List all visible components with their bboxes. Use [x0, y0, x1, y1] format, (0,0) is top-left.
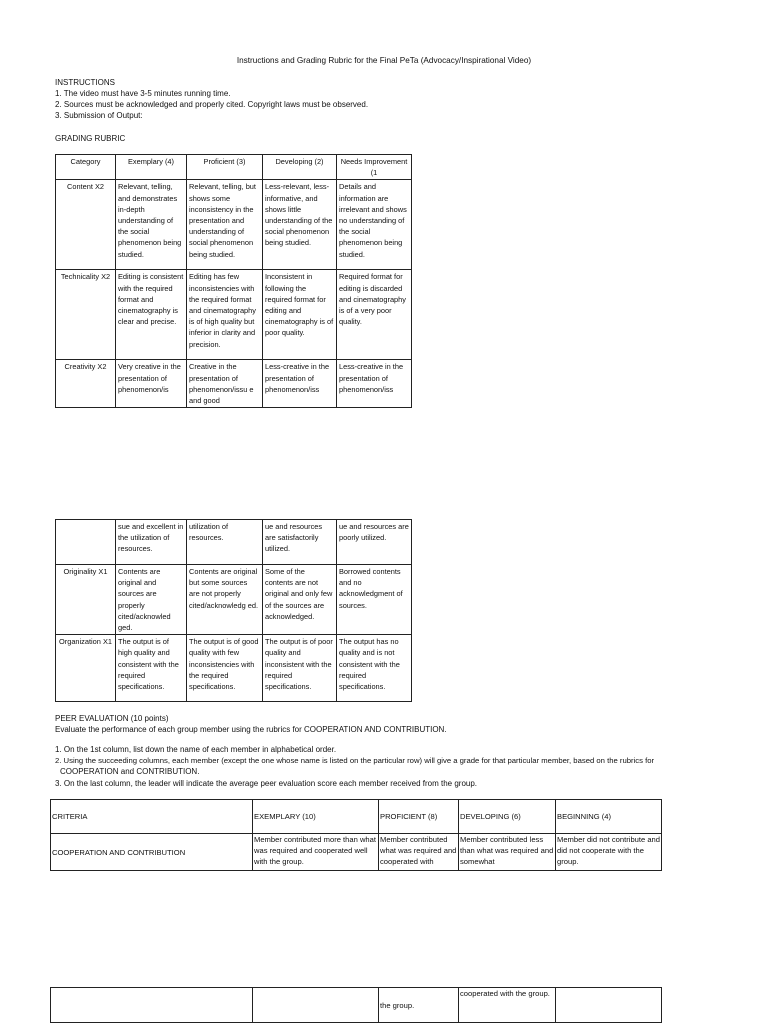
peer-cell: Member contributed less than what was required and somewhat: [459, 834, 556, 871]
rubric-row-originality: [56, 565, 412, 635]
peer-header-cell: PROFICIENT (8): [379, 800, 459, 834]
rubric-category: Originality X1: [56, 565, 116, 635]
rubric-heading: GRADING RUBRIC: [55, 134, 126, 143]
rubric-cell: The output is of high quality and consistent with the required specifications.: [116, 635, 187, 702]
rubric-header-cell: Proficient (3): [187, 155, 263, 180]
rubric-cell: Borrowed contents and no acknowledgment of sources.: [337, 565, 412, 635]
peer-table: [50, 799, 662, 871]
peer-cell: Member contributed what was required and cooperated with: [379, 834, 459, 871]
rubric-cell: Relevant, telling, and demonstrates in-depth understanding of the social phenomenon being studied.: [116, 180, 187, 270]
peer-row-label: COOPERATION AND CONTRIBUTION: [51, 834, 253, 871]
peer-criteria-row: [51, 834, 662, 871]
rubric-cell: Relevant, telling, but shows some inconsistency in the presentation and understanding of social phenomenon being studied.: [187, 180, 263, 270]
peer-cell: Member contributed more than what was required and cooperated well with the group.: [253, 834, 379, 871]
rubric-header-cell: Exemplary (4): [116, 155, 187, 180]
peer-step: 1. On the 1st column, list down the name of each member in alphabetical order.: [55, 745, 337, 754]
peer-continuation-row: [51, 988, 662, 1023]
rubric-row-creativity-cont: [56, 520, 412, 565]
peer-step: 2. Using the succeeding columns, each member (except the one whose name is listed on the particular row) will give a grade for that particular member, based on the rubrics for: [55, 756, 655, 765]
rubric-cell: sue and excellent in the utilization of resources.: [116, 520, 187, 565]
peer-cont-cell: cooperated with the group.: [459, 988, 556, 1023]
peer-header-cell: EXEMPLARY (10): [253, 800, 379, 834]
rubric-cell: Contents are original but some sources are not properly cited/acknowledg ed.: [187, 565, 263, 635]
rubric-cell: Contents are original and sources are properly cited/acknowled ged.: [116, 565, 187, 635]
rubric-cell: Details and information are irrelevant and shows no understanding of the social phenomenon being studied.: [337, 180, 412, 270]
peer-cont-cell: [51, 988, 253, 1023]
rubric-header-cell: Category: [56, 155, 116, 180]
instruction-item: 1. The video must have 3-5 minutes running time.: [55, 89, 231, 98]
peer-header-cell: DEVELOPING (6): [459, 800, 556, 834]
rubric-category: [56, 520, 116, 565]
peer-cont-cell: [556, 988, 662, 1023]
instruction-item: 3. Submission of Output:: [55, 111, 143, 120]
rubric-row-technicality: [56, 270, 412, 360]
peer-cell: Member did not contribute and did not cooperate with the group.: [556, 834, 662, 871]
rubric-cell: Less-relevant, less- informative, and shows little understanding of the social phenomenon being studied.: [263, 180, 337, 270]
instruction-item: 2. Sources must be acknowledged and properly cited. Copyright laws must be observed.: [55, 100, 369, 109]
rubric-cell: utilization of resources.: [187, 520, 263, 565]
peer-step: 3. On the last column, the leader will indicate the average peer evaluation score each member received from the group.: [55, 779, 478, 788]
peer-header-row: [51, 800, 662, 834]
rubric-category: Creativity X2: [56, 360, 116, 408]
rubric-cell: The output has no quality and is not consistent with the required specifications.: [337, 635, 412, 702]
rubric-category: Content X2: [56, 180, 116, 270]
rubric-header-cell: Needs Improvement (1: [337, 155, 412, 180]
peer-table-continued: [50, 987, 662, 1023]
peer-step: COOPERATION and CONTRIBUTION.: [60, 767, 200, 776]
rubric-cell: Creative in the presentation of phenomenon/issu e and good: [187, 360, 263, 408]
rubric-row-creativity: [56, 360, 412, 408]
rubric-cell: Some of the contents are not original and only few of the sources are acknowledged.: [263, 565, 337, 635]
rubric-cell: The output is of poor quality and inconsistent with the required specifications.: [263, 635, 337, 702]
rubric-cell: ue and resources are poorly utilized.: [337, 520, 412, 565]
rubric-cell: Required format for editing is discarded and cinematography is of a very poor quality.: [337, 270, 412, 360]
peer-header-cell: BEGINNING (4): [556, 800, 662, 834]
rubric-header-cell: Developing (2): [263, 155, 337, 180]
rubric-cell: Very creative in the presentation of phenomenon/is: [116, 360, 187, 408]
instructions-heading: INSTRUCTIONS: [55, 78, 115, 87]
rubric-header-row: [56, 155, 412, 180]
peer-cont-cell: [253, 988, 379, 1023]
rubric-category: Technicality X2: [56, 270, 116, 360]
rubric-row-content: [56, 180, 412, 270]
document-title: Instructions and Grading Rubric for the Final PeTa (Advocacy/Inspirational Video): [236, 56, 532, 65]
rubric-cell: Editing is consistent with the required format and cinematography is clear and precise.: [116, 270, 187, 360]
peer-heading: PEER EVALUATION (10 points): [55, 714, 169, 723]
peer-intro: Evaluate the performance of each group member using the rubrics for COOPERATION AND CONTRIBUTION.: [55, 725, 447, 734]
rubric-cell: Less-creative in the presentation of phenomenon/iss: [263, 360, 337, 408]
rubric-table: [55, 154, 412, 408]
rubric-cell: ue and resources are satisfactorily utilized.: [263, 520, 337, 565]
rubric-row-organization: [56, 635, 412, 702]
rubric-cell: The output is of good quality with few inconsistencies with the required specifications.: [187, 635, 263, 702]
rubric-cell: Less-creative in the presentation of phenomenon/iss: [337, 360, 412, 408]
rubric-category: Organization X1: [56, 635, 116, 702]
rubric-cell: Inconsistent in following the required format for editing and cinematography is of poor quality.: [263, 270, 337, 360]
rubric-table-continued: [55, 519, 412, 702]
peer-header-cell: CRITERIA: [51, 800, 253, 834]
peer-cont-cell: the group.: [379, 988, 459, 1023]
rubric-cell: Editing has few inconsistencies with the required format and cinematography is of high quality but inferior in clarity and precision.: [187, 270, 263, 360]
